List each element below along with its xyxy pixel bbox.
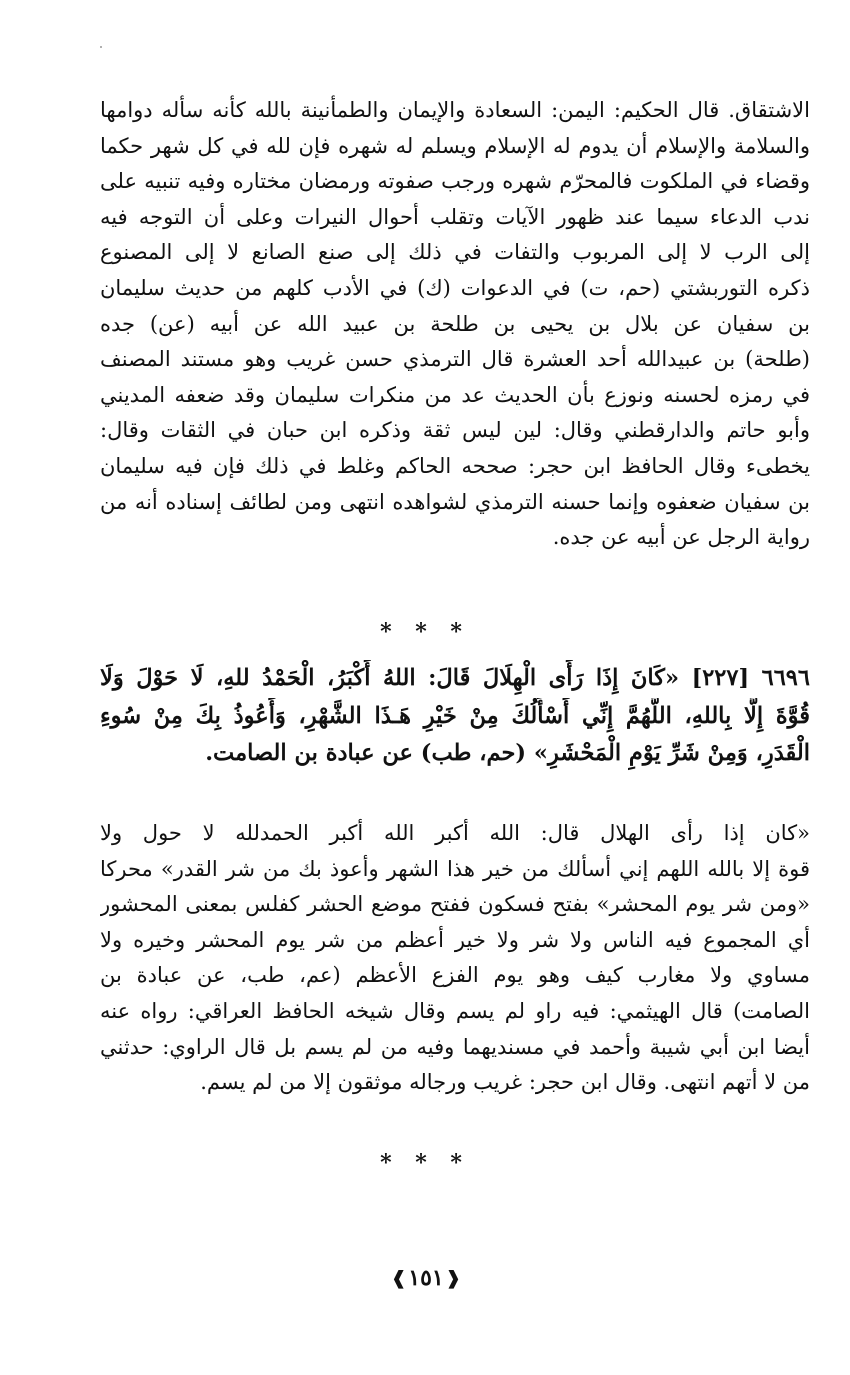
text-line: ندب الدعاء سيما عند ظهور الآيات وتقلب أحوال النيرات وعلى أن التوجه فيه bbox=[100, 204, 810, 229]
section-separator: * * * bbox=[380, 1150, 470, 1176]
ornament-right-icon: ❰ bbox=[445, 1267, 461, 1289]
text-line: رواية الرجل عن أبيه عن جده. bbox=[552, 525, 810, 550]
text-line: في رمزه لحسنه ونوزع بأن الحديث عد من منكرات سليمان وقد ضعفه المديني bbox=[100, 382, 810, 407]
text-line: من لا أتهم انتهى. وقال ابن حجر: غريب ورجاله موثقون إلا من لم يسم. bbox=[200, 1070, 810, 1095]
commentary-paragraph-1 bbox=[100, 93, 810, 556]
text-line: بن سفيان ضعفوه وإنما حسنه الترمذي لشواهده انتهى ومن لطائف إسناده أنه من bbox=[100, 489, 810, 514]
scan-speck bbox=[100, 46, 102, 48]
text-line: يخطىء وقال الحافظ ابن حجر: صححه الحاكم وغلط في ذلك فإن فيه سليمان bbox=[100, 453, 810, 478]
text-line: مساوي ولا مغارب كيف وهو يوم الفزع الأعظم (عم، طب، عن عبادة بن bbox=[100, 963, 810, 988]
text-line: بن سفيان عن بلال بن يحيى بن طلحة بن عبيد الله عن أبيه (عن) جده bbox=[100, 311, 810, 336]
text-line: قوة إلا بالله اللهم إني أسألك من خير هذا الشهر وأعوذ بك من شر القدر» محركا bbox=[100, 856, 810, 881]
text-line: ذكره التوربشتي (حم، ت) في الدعوات (ك) في الأدب كلهم من حديث سليمان bbox=[100, 275, 810, 300]
text-line: (طلحة) بن عبيدالله أحد العشرة قال الترمذي حسن غريب وهو مستند المصنف bbox=[100, 347, 810, 372]
page-number bbox=[383, 1261, 469, 1295]
text-line: والسلامة والإسلام أن يدوم له الإسلام ويسلم له شهره فإن لله في كل شهر حكما bbox=[100, 133, 810, 158]
hadith-line: قُوَّةَ إِلَّا بِاللهِ، اللَّهُمَّ إِنِّي أَسْأَلُكَ مِنْ خَيْرِ هَـذَا الشَّهْرِ، وَأَعُوذُ بِكَ مِنْ سُوءِ bbox=[100, 702, 810, 729]
text-line: أيضا ابن أبي شيبة وأحمد في مسنديهما وفيه من لم يسم بل قال الراوي: حدثني bbox=[100, 1034, 810, 1059]
text-line: وقضاء في الملكوت فالمحرّم شهره ورجب صفوته ورمضان مختاره وفيه تنبيه على bbox=[100, 169, 810, 194]
text-line: «كان إذا رأى الهلال قال: الله أكبر الله أكبر الحمدلله لا حول ولا bbox=[100, 821, 810, 845]
text-line: إلى الرب لا إلى المربوب والتفات في ذلك إلى صنع الصانع لا إلى المصنوع bbox=[100, 240, 810, 265]
hadith-line: ٦٦٩٦ [٢٢٧] «كَانَ إِذَا رَأَى الْهِلَالَ قَالَ: اللهُ أَكْبَرُ، الْحَمْدُ للهِ، لَا حَوْلَ وَلَا bbox=[100, 665, 810, 691]
hadith-line: الْقَدَرِ، وَمِنْ شَرِّ يَوْمِ الْمَحْشَرِ» (حم، طب) عن عبادة بن الصامت. bbox=[205, 740, 810, 766]
text-line: «ومن شر يوم المحشر» بفتح فسكون ففتح موضع الحشر كفلس بمعنى المحشور bbox=[100, 892, 810, 917]
text-line: الاشتقاق. قال الحكيم: اليمن: السعادة والإيمان والطمأنينة بالله كأنه سأله دوامها bbox=[100, 98, 810, 122]
commentary-paragraph-2 bbox=[100, 816, 810, 1101]
section-separator: * * * bbox=[380, 619, 470, 645]
hadith-text bbox=[100, 660, 810, 773]
page-number-value: ١٥١ bbox=[408, 1265, 444, 1291]
text-line: أي المجموع فيه الناس ولا شر ولا خير أعظم من شر يوم المحشر وخيره ولا bbox=[100, 927, 810, 952]
ornament-left-icon: ❱ bbox=[391, 1267, 407, 1289]
text-line: الصامت) قال الهيثمي: فيه راو لم يسم وقال شيخه الحافظ العراقي: رواه عنه bbox=[100, 998, 810, 1023]
text-line: وأبو حاتم والدارقطني وقال: لين ليس ثقة وذكره ابن حبان في الثقات وقال: bbox=[100, 418, 810, 443]
